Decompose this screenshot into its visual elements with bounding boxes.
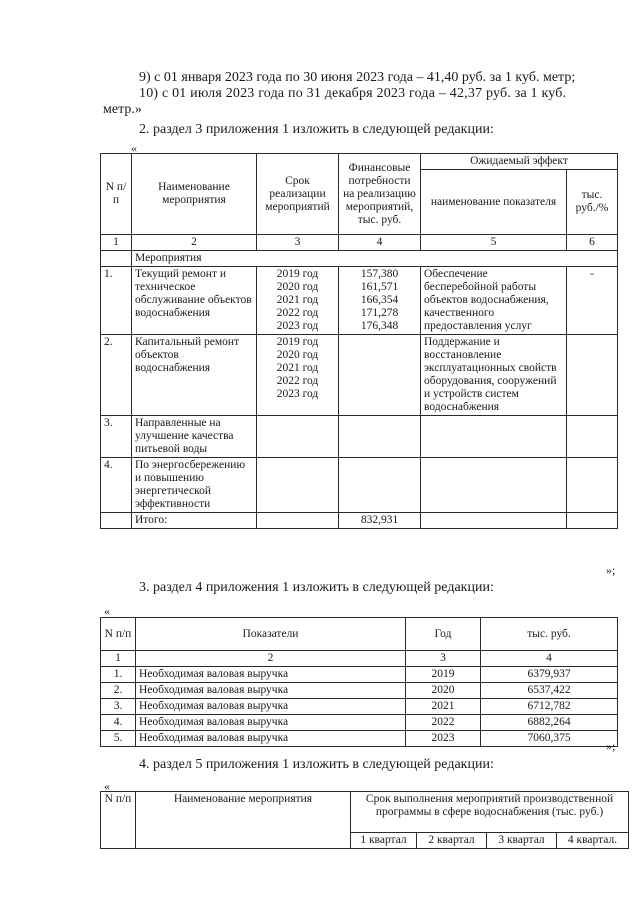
row-value: 7060,375 <box>481 731 618 747</box>
section2-heading: 2. раздел 3 приложения 1 изложить в следующей редакции: <box>139 122 494 137</box>
table-header-row <box>101 618 618 651</box>
row-unit: - <box>567 267 618 335</box>
row-name: Необходимая валовая выручка <box>136 699 406 715</box>
row-years: 2019 год 2020 год 2021 год 2022 год 2023 год <box>257 267 339 335</box>
row-name: Необходимая валовая выручка <box>136 715 406 731</box>
header-name: Наименование мероприятия <box>136 792 351 849</box>
row-year: 2021 <box>406 699 481 715</box>
section3-table <box>100 617 618 747</box>
header-indicators: Показатели <box>136 618 406 651</box>
row-year: 2019 <box>406 667 481 683</box>
row-values: 157,380 161,571 166,354 171,278 176,348 <box>339 267 421 335</box>
row-name: Направленные на улучшение качества питьевой воды <box>132 416 257 458</box>
intro-item-9: 9) с 01 января 2023 года по 30 июня 2023 года – 41,40 руб. за 1 куб. метр; <box>139 70 576 85</box>
section2-close-quote: »; <box>606 563 616 577</box>
header-num: N п/п <box>101 792 136 849</box>
table-row <box>101 715 618 731</box>
group-row <box>101 251 618 267</box>
intro-item-10: 10) с 01 июля 2023 года по 31 декабря 2023 года – 42,37 руб. за 1 куб. <box>139 86 567 101</box>
col-number: 2 <box>132 235 257 251</box>
header-q4: 4 квартал. <box>557 833 629 849</box>
section4-table <box>100 791 629 849</box>
row-num: 1. <box>101 267 132 335</box>
table-row <box>101 335 618 416</box>
header-q1: 1 квартал <box>351 833 417 849</box>
row-num: 2. <box>101 335 132 416</box>
row-name: Необходимая валовая выручка <box>136 683 406 699</box>
col-number: 2 <box>136 651 406 667</box>
table-row <box>101 416 618 458</box>
row-num: 4. <box>101 715 136 731</box>
header-num: N п/п <box>101 154 132 235</box>
row-num: 3. <box>101 699 136 715</box>
section3-open-quote: « <box>104 604 110 618</box>
row-num: 2. <box>101 683 136 699</box>
row-indicator: Поддержание и восстановление эксплуатационных свойств оборудования, сооружений и устройств систем водоснабжения <box>421 335 567 416</box>
row-value: 6537,422 <box>481 683 618 699</box>
total-value: 832,931 <box>339 513 421 529</box>
section3-heading: 3. раздел 4 приложения 1 изложить в следующей редакции: <box>139 580 494 595</box>
section2-table <box>100 153 618 529</box>
table-header-row <box>101 154 618 170</box>
section4-heading: 4. раздел 5 приложения 1 изложить в следующей редакции: <box>139 757 494 772</box>
row-num: 1. <box>101 667 136 683</box>
row-indicator: Обеспечение бесперебойной работы объектов водоснабжения, качественного предоставления услуг <box>421 267 567 335</box>
table-row <box>101 267 618 335</box>
col-number: 5 <box>421 235 567 251</box>
col-number: 4 <box>339 235 421 251</box>
col-number: 3 <box>257 235 339 251</box>
total-label: Итого: <box>132 513 257 529</box>
col-number: 4 <box>481 651 618 667</box>
header-year: Год <box>406 618 481 651</box>
header-finance: Финансовые потребности на реализацию мероприятий, тыс. руб. <box>339 154 421 235</box>
row-values <box>339 335 421 416</box>
header-term: Срок выполнения мероприятий производственной программы в сфере водоснабжения (тыс. руб.) <box>351 792 629 833</box>
row-name: Необходимая валовая выручка <box>136 731 406 747</box>
row-name: По энергосбережению и повышению энергетической эффективности <box>132 458 257 513</box>
column-number-row <box>101 651 618 667</box>
row-year: 2020 <box>406 683 481 699</box>
table-header-row <box>101 792 629 833</box>
col-number: 6 <box>567 235 618 251</box>
table-row <box>101 458 618 513</box>
column-number-row <box>101 235 618 251</box>
section4-open-quote: « <box>104 779 110 793</box>
row-unit <box>567 335 618 416</box>
row-num: 3. <box>101 416 132 458</box>
total-row <box>101 513 618 529</box>
row-value: 6882,264 <box>481 715 618 731</box>
row-year: 2022 <box>406 715 481 731</box>
row-value: 6712,782 <box>481 699 618 715</box>
row-num: 4. <box>101 458 132 513</box>
col-number: 1 <box>101 235 132 251</box>
row-name: Необходимая валовая выручка <box>136 667 406 683</box>
col-number: 3 <box>406 651 481 667</box>
row-num: 5. <box>101 731 136 747</box>
row-name: Капитальный ремонт объектов водоснабжения <box>132 335 257 416</box>
header-value: тыс. руб. <box>481 618 618 651</box>
row-value: 6379,937 <box>481 667 618 683</box>
row-year: 2023 <box>406 731 481 747</box>
header-name: Наименование мероприятия <box>132 154 257 235</box>
section3-close-quote: »; <box>606 739 616 753</box>
header-term: Срок реализации мероприятий <box>257 154 339 235</box>
intro-item-10-end: метр.» <box>103 102 142 117</box>
col-number: 1 <box>101 651 136 667</box>
header-effect: Ожидаемый эффект <box>421 154 618 170</box>
header-q3: 3 квартал <box>487 833 557 849</box>
table-row <box>101 731 618 747</box>
header-num: N п/п <box>101 618 136 651</box>
table-row <box>101 683 618 699</box>
header-unit: тыс. руб./% <box>567 170 618 235</box>
table-row <box>101 667 618 683</box>
section2-open-quote: « <box>131 141 137 155</box>
group-label: Мероприятия <box>132 251 618 267</box>
row-name: Текущий ремонт и техническое обслуживание объектов водоснабжения <box>132 267 257 335</box>
header-q2: 2 квартал <box>417 833 487 849</box>
row-years: 2019 год 2020 год 2021 год 2022 год 2023 год <box>257 335 339 416</box>
table-row <box>101 699 618 715</box>
header-indicator: наименование показателя <box>421 170 567 235</box>
